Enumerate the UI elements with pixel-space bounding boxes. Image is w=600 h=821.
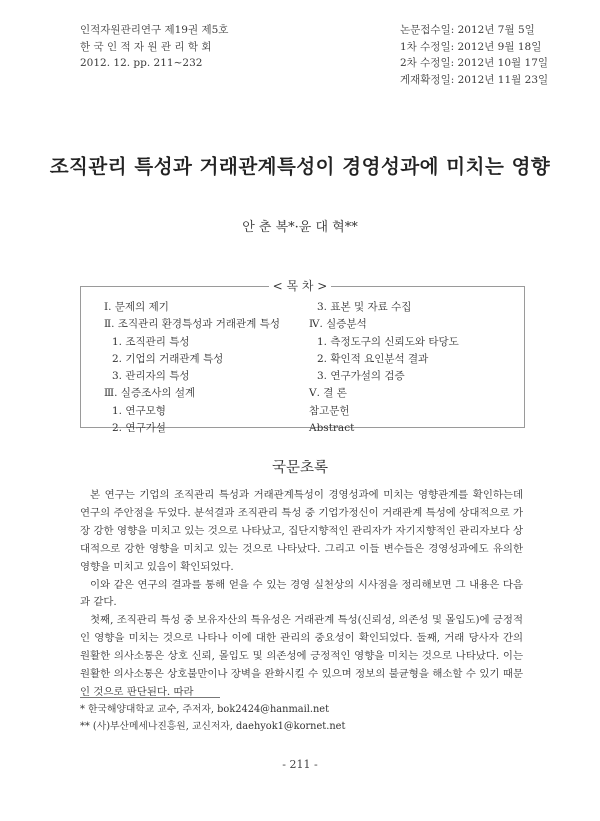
- footnote: * 한국해양대학교 교수, 주저자, bok2424@hanmail.net: [80, 704, 329, 715]
- toc-item: 3. 관리자의 특성: [112, 370, 190, 383]
- toc-item: 3. 연구가설의 검증: [317, 370, 405, 383]
- toc-item: Ⅳ. 실증분석: [309, 318, 367, 331]
- toc-item: Ⅱ. 조직관리 환경특성과 거래관계 특성: [104, 318, 280, 331]
- journal-info: [80, 22, 228, 72]
- toc-item: 참고문헌: [309, 404, 350, 417]
- toc-item: 2. 기업의 거래관계 특성: [112, 352, 224, 365]
- journal-society: 한 국 인 적 자 원 관 리 학 회: [80, 40, 212, 53]
- revised1-date: 1차 수정일: 2012년 9월 18일: [400, 40, 542, 53]
- toc-left-column: [104, 299, 280, 437]
- footnotes: [80, 702, 345, 735]
- journal-volume: 인적자원관리연구 제19권 제5호: [80, 24, 229, 36]
- paper-title: 조직관리 특성과 거래관계특성이 경영성과에 미치는 영향: [49, 155, 551, 178]
- toc-item: 1. 조직관리 특성: [112, 335, 190, 348]
- toc-item: 1. 측정도구의 신뢰도와 타당도: [317, 335, 459, 348]
- received-date: 논문접수일: 2012년 7월 5일: [400, 24, 535, 36]
- paragraph: 첫째, 조직관리 특성 중 보유자산의 특유성은 거래관계 특성(신뢰성, 의존성 및 몰입도)에 긍정적인 영향을 미치는 것으로 나타나 이에 대한 관리의 중요성이 확인되었다. 둘째, 거래 당사자 간의 원활한 의사소통은 상호 신뢰, 몰입도 및 의존성에 긍정적인 영향을 미치는 것으로 나타났다. 이는 원활한 의사소통은 상호불만이나 장벽을 완화시킬 수 있으며 정보의 불균형을 해소할 수 있기 때문인 것으로 판단된다. 따라: [80, 614, 523, 698]
- toc-item: 3. 표본 및 자료 수집: [317, 301, 412, 313]
- authors: 안 춘 복*·윤 대 혁**: [242, 220, 358, 235]
- submission-info: [400, 22, 548, 88]
- footnote-divider: [80, 697, 220, 698]
- toc-heading: < 목 차 >: [0, 277, 600, 294]
- toc-item: Ⅴ. 결 론: [309, 387, 347, 400]
- paragraph: 본 연구는 기업의 조직관리 특성과 거래관계특성이 경영성과에 미치는 영향관계를 확인하는데 연구의 주안점을 두었다. 분석결과 조직관리 특성 중 기업가정신이 거래관계 특성에 상대적으로 가장 강한 영향을 미치고 있는 것으로 나타났고, 집단지향적인 관리자가 자기지향적인 관리자보다 상대적으로 강한 영향을 미치고 있는 것으로 나타났다. 그리고 이들 변수들은 경영성과에도 유의한 영향을 미치고 있음이 확인되었다.: [80, 489, 523, 573]
- toc-item: Ⅲ. 실증조사의 설계: [104, 387, 196, 400]
- page-number: - 211 -: [282, 758, 318, 771]
- accepted-date: 게재확정일: 2012년 11월 23일: [400, 73, 549, 86]
- toc-item: 1. 연구모형: [112, 404, 166, 417]
- paragraph: 이와 같은 연구의 결과를 통해 얻을 수 있는 경영 실천상의 시사점을 정리해보면 그 내용은 다음과 같다.: [80, 578, 523, 609]
- footnote: ** (사)부산메세나진흥원, 교신저자, daehyok1@kornet.net: [80, 720, 346, 732]
- journal-pages: 2012. 12. pp. 211∼232: [80, 57, 203, 69]
- toc-item: Abstract: [309, 422, 355, 435]
- toc-item: Ⅰ. 문제의 제기: [104, 301, 169, 313]
- revised2-date: 2차 수정일: 2012년 10월 17일: [400, 57, 549, 69]
- abstract-body: [80, 487, 523, 702]
- toc-right-column: [309, 299, 459, 437]
- abstract-heading: 국문초록: [271, 460, 329, 476]
- toc-item: 2. 연구가설: [112, 422, 166, 435]
- toc-item: 2. 확인적 요인분석 결과: [317, 352, 429, 365]
